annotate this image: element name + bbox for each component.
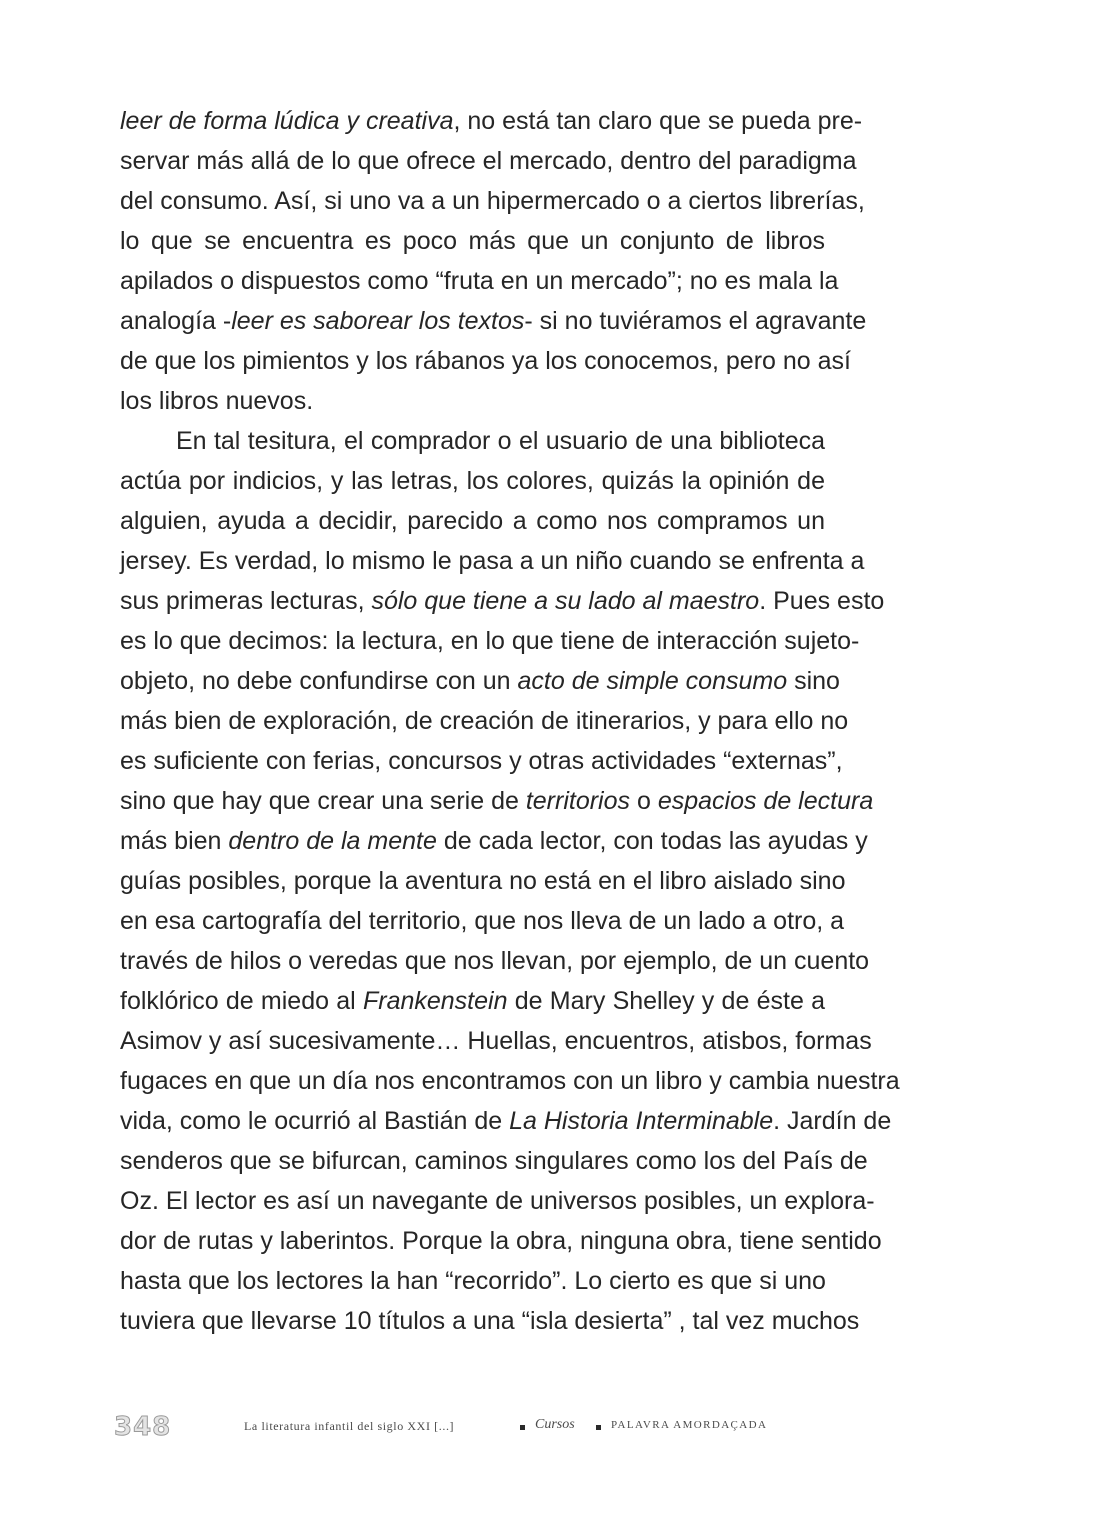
text-line bbox=[120, 261, 839, 301]
text-run: hasta que los lectores la han “recorrido”. Lo cierto es que si uno bbox=[120, 1267, 826, 1295]
text-run: folklórico de miedo al bbox=[120, 987, 363, 1015]
text-run: sus primeras lecturas, bbox=[120, 587, 372, 615]
text-run: analogía - bbox=[120, 307, 232, 335]
text-line bbox=[120, 1301, 860, 1341]
text-run: o bbox=[630, 787, 658, 815]
italic-text: Frankenstein bbox=[362, 987, 508, 1015]
text-run: servar más allá de lo que ofrece el mercado, dentro del paradigma bbox=[120, 147, 857, 175]
text-line bbox=[120, 1141, 868, 1181]
text-line bbox=[120, 421, 825, 461]
italic-text: La Historia Interminable bbox=[509, 1107, 774, 1135]
publisher-name: PALAVRA AMORDAÇADA bbox=[611, 1419, 768, 1431]
text-run: más bien bbox=[120, 827, 229, 855]
text-line bbox=[120, 821, 868, 861]
text-line bbox=[120, 861, 846, 901]
text-run: de Mary Shelley y de éste a bbox=[507, 987, 825, 1015]
text-run: fugaces en que un día nos encontramos con un libro y cambia nuestra bbox=[120, 1067, 900, 1095]
text-run: En tal tesitura, el comprador o el usuario de una biblioteca bbox=[176, 427, 825, 455]
italic-text: acto de simple consumo bbox=[517, 667, 788, 695]
text-line bbox=[120, 221, 825, 261]
text-run: Oz. El lector es así un navegante de universos posibles, un explora- bbox=[120, 1187, 875, 1215]
text-line bbox=[120, 1061, 900, 1101]
text-run: objeto, no debe confundirse con un bbox=[120, 667, 518, 695]
text-run: actúa por indicios, y las letras, los colores, quizás la opinión de bbox=[120, 467, 825, 495]
footer-separator-bullet bbox=[520, 1425, 525, 1430]
text-line bbox=[120, 621, 860, 661]
body-text bbox=[120, 101, 900, 1341]
footer-separator-bullet bbox=[596, 1425, 601, 1430]
text-run: dor de rutas y laberintos. Porque la obra, ninguna obra, tiene sentido bbox=[120, 1227, 882, 1255]
italic-text: territorios bbox=[525, 787, 631, 815]
text-run: sino que hay que crear una serie de bbox=[120, 787, 526, 815]
text-line bbox=[120, 1101, 892, 1141]
text-line bbox=[120, 901, 845, 941]
text-run: Asimov y así sucesivamente… Huellas, encuentros, atisbos, formas bbox=[120, 1027, 872, 1055]
text-line bbox=[120, 1261, 825, 1301]
text-run: . Jardín de bbox=[773, 1107, 892, 1135]
text-run: es lo que decimos: la lectura, en lo que tiene de interacción sujeto- bbox=[120, 627, 860, 655]
text-run: alguien, ayuda a decidir, parecido a como nos compramos un bbox=[120, 507, 825, 535]
text-line bbox=[120, 461, 825, 501]
text-run: de que los pimientos y los rábanos ya los conocemos, pero no así bbox=[120, 347, 851, 375]
text-line bbox=[120, 981, 825, 1021]
text-run: guías posibles, porque la aventura no está en el libro aislado sino bbox=[120, 867, 846, 895]
italic-text: leer de forma lúdica y creativa bbox=[120, 107, 454, 135]
text-line bbox=[120, 1221, 882, 1261]
text-run: senderos que se bifurcan, caminos singulares como los del País de bbox=[120, 1147, 868, 1175]
text-line bbox=[120, 781, 874, 821]
text-run: través de hilos o veredas que nos llevan, por ejemplo, de un cuento bbox=[120, 947, 870, 975]
text-run: , no está tan claro que se pueda pre- bbox=[453, 107, 863, 135]
italic-text: sólo que tiene a su lado al maestro bbox=[371, 587, 760, 615]
text-line bbox=[120, 381, 825, 421]
text-line bbox=[120, 741, 843, 781]
text-run: . Pues esto bbox=[759, 587, 885, 615]
text-run: tuviera que llevarse 10 títulos a una “isla desierta” , tal vez muchos bbox=[120, 1307, 860, 1335]
text-run: en esa cartografía del territorio, que nos lleva de un lado a otro, a bbox=[120, 907, 845, 935]
text-run: apilados o dispuestos como “fruta en un mercado”; no es mala la bbox=[120, 267, 839, 295]
text-line bbox=[120, 581, 885, 621]
page-number: 348 bbox=[114, 1412, 172, 1442]
page-footer bbox=[114, 1412, 824, 1442]
text-run: - si no tuviéramos el agravante bbox=[524, 307, 867, 335]
italic-text: espacios de lectura bbox=[657, 787, 874, 815]
text-run: es suficiente con ferias, concursos y otras actividades “externas”, bbox=[120, 747, 843, 775]
text-run: del consumo. Así, si uno va a un hipermercado o a ciertos librerías, bbox=[120, 187, 865, 215]
text-run: vida, como le ocurrió al Bastián de bbox=[120, 1107, 510, 1135]
text-line bbox=[120, 941, 870, 981]
text-run: más bien de exploración, de creación de itinerarios, y para ello no bbox=[120, 707, 849, 735]
text-line bbox=[120, 301, 867, 341]
text-line bbox=[120, 1181, 875, 1221]
text-line bbox=[120, 661, 840, 701]
text-line bbox=[120, 501, 825, 541]
text-line bbox=[120, 541, 865, 581]
text-run: de cada lector, con todas las ayudas y bbox=[436, 827, 868, 855]
section-name: Cursos bbox=[535, 1417, 575, 1432]
text-line bbox=[120, 181, 865, 221]
text-line bbox=[120, 341, 851, 381]
text-line bbox=[120, 1021, 872, 1061]
italic-text: dentro de la mente bbox=[228, 827, 437, 855]
text-line bbox=[120, 141, 857, 181]
text-run: lo que se encuentra es poco más que un conjunto de libros bbox=[120, 227, 825, 255]
text-run: jersey. Es verdad, lo mismo le pasa a un niño cuando se enfrenta a bbox=[120, 547, 865, 575]
text-line bbox=[120, 101, 863, 141]
text-line bbox=[120, 701, 849, 741]
running-title: La literatura infantil del siglo XXI [...] bbox=[244, 1419, 455, 1433]
text-run: los libros nuevos. bbox=[120, 387, 314, 415]
italic-text: leer es saborear los textos bbox=[231, 307, 525, 335]
text-run: sino bbox=[787, 667, 840, 695]
